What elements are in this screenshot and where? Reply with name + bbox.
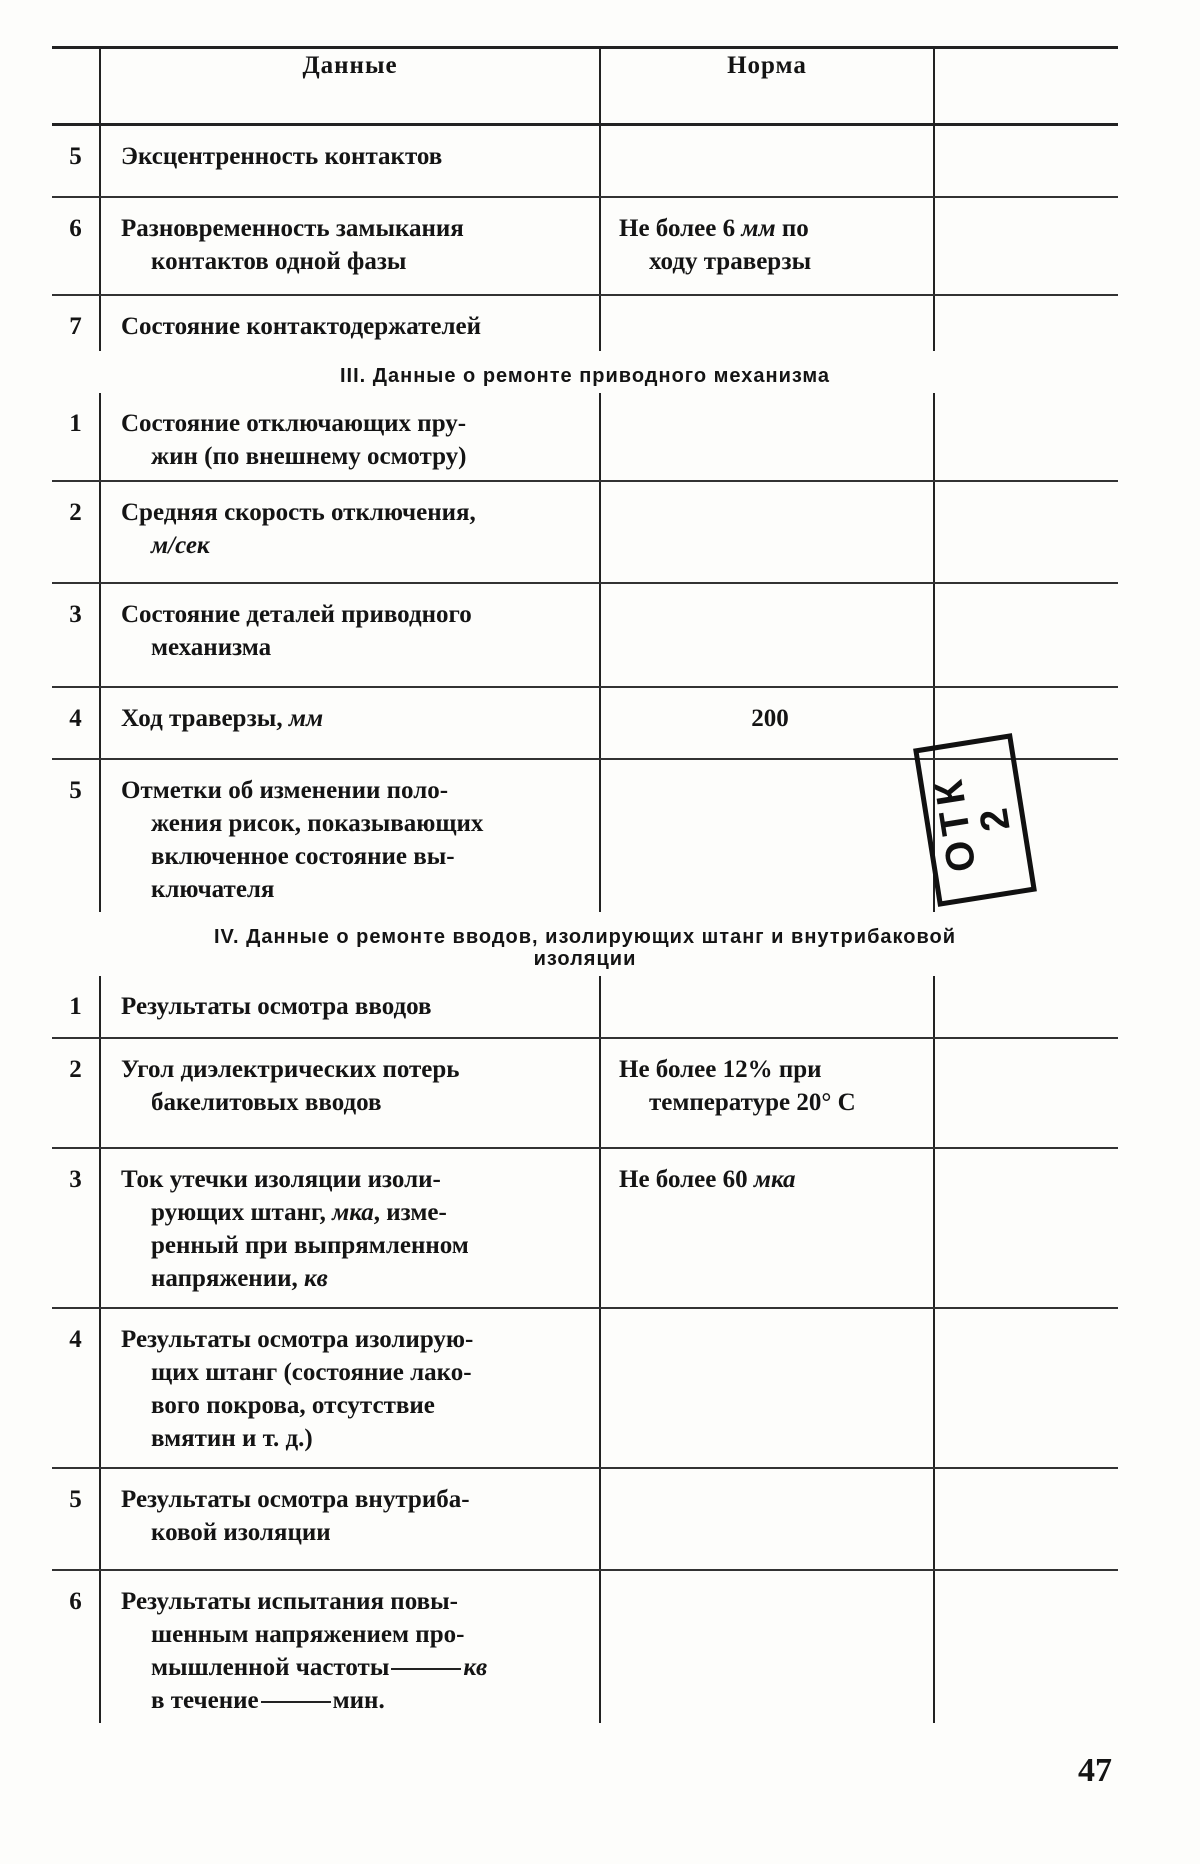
header-norm: Норма bbox=[600, 48, 934, 125]
table-row bbox=[52, 1308, 1118, 1468]
data-line: жин (по внешнему осмотру) bbox=[151, 442, 467, 470]
data-line: бакелитовых вводов bbox=[151, 1088, 382, 1116]
data-text: рующих штанг, bbox=[151, 1198, 333, 1226]
data-line: Угол диэлектрических потерь bbox=[121, 1055, 460, 1083]
row-norm bbox=[600, 1148, 934, 1308]
row-number: 5 bbox=[52, 1468, 100, 1570]
data-line: Ток утечки изоляции изоли- bbox=[121, 1165, 441, 1193]
data-text: мин. bbox=[332, 1686, 385, 1714]
row-number: 7 bbox=[69, 312, 82, 340]
row-number: 1 bbox=[52, 976, 100, 1038]
data-unit: кв bbox=[304, 1264, 328, 1292]
row-norm bbox=[600, 976, 934, 1038]
stamp-line: ОТК bbox=[925, 771, 985, 875]
data-line: Состояние отключающих пру- bbox=[121, 409, 467, 437]
row-extra bbox=[934, 583, 1118, 687]
data-line: жения рисок, показывающих bbox=[151, 809, 484, 837]
row-extra bbox=[934, 1468, 1118, 1570]
table-row bbox=[52, 197, 1118, 295]
header-number-cell bbox=[52, 48, 100, 125]
row-norm bbox=[600, 393, 934, 481]
data-line: Результаты испытания повы- bbox=[121, 1587, 458, 1615]
data-unit: кв bbox=[463, 1653, 488, 1681]
data-line: Результаты осмотра внутриба- bbox=[121, 1485, 470, 1513]
row-number: 4 bbox=[52, 1308, 100, 1468]
data-line: шенным напряжением про- bbox=[151, 1620, 465, 1648]
row-norm: 200 bbox=[600, 687, 934, 759]
stamp-line: 2 bbox=[970, 799, 1019, 835]
header-extra-cell bbox=[934, 48, 1118, 125]
data-line bbox=[121, 1684, 587, 1717]
row-data: Результаты осмотра вводов bbox=[100, 976, 600, 1038]
row-data bbox=[100, 687, 600, 759]
row-extra bbox=[934, 1038, 1118, 1148]
row-data: Состояние контактодержателей bbox=[100, 295, 600, 351]
data-line: щих штанг (состояние лако- bbox=[151, 1358, 472, 1386]
data-line: ключателя bbox=[151, 875, 275, 903]
norm-unit: мм bbox=[741, 214, 776, 242]
norm-text: Не более 60 bbox=[619, 1165, 754, 1193]
table-row bbox=[52, 976, 1118, 1038]
row-norm bbox=[600, 125, 934, 197]
data-text: напряжении, bbox=[151, 1264, 305, 1292]
row-extra bbox=[934, 125, 1118, 197]
norm-text: Не более 6 bbox=[619, 214, 742, 242]
row-data bbox=[100, 197, 600, 295]
data-line bbox=[121, 1651, 587, 1684]
norm-unit: мка bbox=[753, 1165, 796, 1193]
row-extra bbox=[934, 481, 1118, 583]
row-extra bbox=[934, 393, 1118, 481]
row-data bbox=[100, 583, 600, 687]
row-norm bbox=[600, 197, 934, 295]
section-title-line: изоляции bbox=[533, 947, 637, 970]
row-data bbox=[100, 759, 600, 912]
row-number: 6 bbox=[52, 197, 100, 295]
row-extra bbox=[934, 197, 1118, 295]
norm-line: Не более 12% при bbox=[619, 1055, 822, 1083]
data-text: в течение bbox=[151, 1686, 259, 1714]
row-norm bbox=[600, 583, 934, 687]
data-line: Отметки об изменении поло- bbox=[121, 776, 449, 804]
table-row bbox=[52, 393, 1118, 481]
norm-text: по bbox=[775, 214, 809, 242]
row-number: 2 bbox=[52, 481, 100, 583]
row-data: Эксцентренность контактов bbox=[100, 125, 600, 197]
data-line: вмятин и т. д.) bbox=[151, 1424, 313, 1452]
stamp-text bbox=[925, 765, 1022, 875]
data-line: контактов одной фазы bbox=[151, 247, 407, 275]
row-number: 3 bbox=[52, 583, 100, 687]
row-data bbox=[100, 393, 600, 481]
page-number: 47 bbox=[1078, 1752, 1112, 1789]
fill-in-blank bbox=[391, 1668, 461, 1670]
section-heading-row bbox=[52, 912, 1118, 976]
row-data bbox=[100, 1570, 600, 1723]
data-line: ренный при выпрямленном bbox=[151, 1231, 469, 1259]
row-extra bbox=[934, 1570, 1118, 1723]
data-line: ковой изоляции bbox=[151, 1518, 331, 1546]
table-row bbox=[52, 125, 1118, 197]
row-number: 4 bbox=[52, 687, 100, 759]
table-row bbox=[52, 1570, 1118, 1723]
row-norm bbox=[600, 1468, 934, 1570]
table-row bbox=[52, 295, 1118, 351]
table-row bbox=[52, 583, 1118, 687]
data-line: Средняя скорость отключения, bbox=[121, 498, 476, 526]
row-extra bbox=[934, 295, 1118, 351]
row-extra bbox=[934, 1148, 1118, 1308]
fill-in-blank bbox=[261, 1701, 331, 1703]
table-row bbox=[52, 1468, 1118, 1570]
data-text: Ход траверзы, bbox=[121, 704, 289, 732]
row-number: 5 bbox=[52, 125, 100, 197]
table-row bbox=[52, 481, 1118, 583]
row-number: 5 bbox=[69, 776, 82, 804]
row-norm bbox=[600, 481, 934, 583]
row-norm bbox=[600, 1308, 934, 1468]
data-unit: м/сек bbox=[151, 531, 210, 559]
row-norm bbox=[600, 759, 934, 912]
section-heading-row bbox=[52, 351, 1118, 393]
data-text: мышленной частоты bbox=[151, 1653, 390, 1681]
data-unit: мм bbox=[288, 704, 324, 732]
data-text: , изме- bbox=[373, 1198, 447, 1226]
section-3-title: III. Данные о ремонте приводного механизма bbox=[339, 364, 830, 387]
row-number: 6 bbox=[69, 1587, 82, 1615]
row-extra bbox=[934, 976, 1118, 1038]
row-data bbox=[100, 1038, 600, 1148]
data-line: Состояние деталей приводного bbox=[121, 600, 472, 628]
row-norm bbox=[600, 295, 934, 351]
table-header bbox=[52, 48, 1118, 125]
data-line bbox=[121, 1262, 587, 1295]
row-data bbox=[100, 1148, 600, 1308]
data-unit: мка bbox=[332, 1198, 374, 1226]
table-row bbox=[52, 1038, 1118, 1148]
norm-line: температуре 20° C bbox=[649, 1088, 856, 1116]
row-data bbox=[100, 481, 600, 583]
section-4-title bbox=[52, 912, 1118, 976]
header-data: Данные bbox=[100, 48, 600, 125]
row-data bbox=[100, 1308, 600, 1468]
section-title-line: IV. Данные о ремонте вводов, изолирующих штанг и внутрибаковой bbox=[213, 925, 957, 948]
data-line: Результаты осмотра изолирую- bbox=[121, 1325, 474, 1353]
table-row bbox=[52, 1148, 1118, 1308]
data-line: Разновременность замыкания bbox=[121, 214, 464, 242]
norm-line: ходу траверзы bbox=[649, 247, 812, 275]
row-extra bbox=[934, 1308, 1118, 1468]
row-norm bbox=[600, 1038, 934, 1148]
row-data bbox=[100, 1468, 600, 1570]
data-line: вого покрова, отсутствие bbox=[151, 1391, 435, 1419]
data-line: механизма bbox=[151, 633, 272, 661]
row-norm bbox=[600, 1570, 934, 1723]
row-number: 1 bbox=[52, 393, 100, 481]
row-number: 2 bbox=[52, 1038, 100, 1148]
data-line bbox=[121, 1196, 587, 1229]
data-line: включенное состояние вы- bbox=[151, 842, 455, 870]
row-number: 3 bbox=[52, 1148, 100, 1308]
